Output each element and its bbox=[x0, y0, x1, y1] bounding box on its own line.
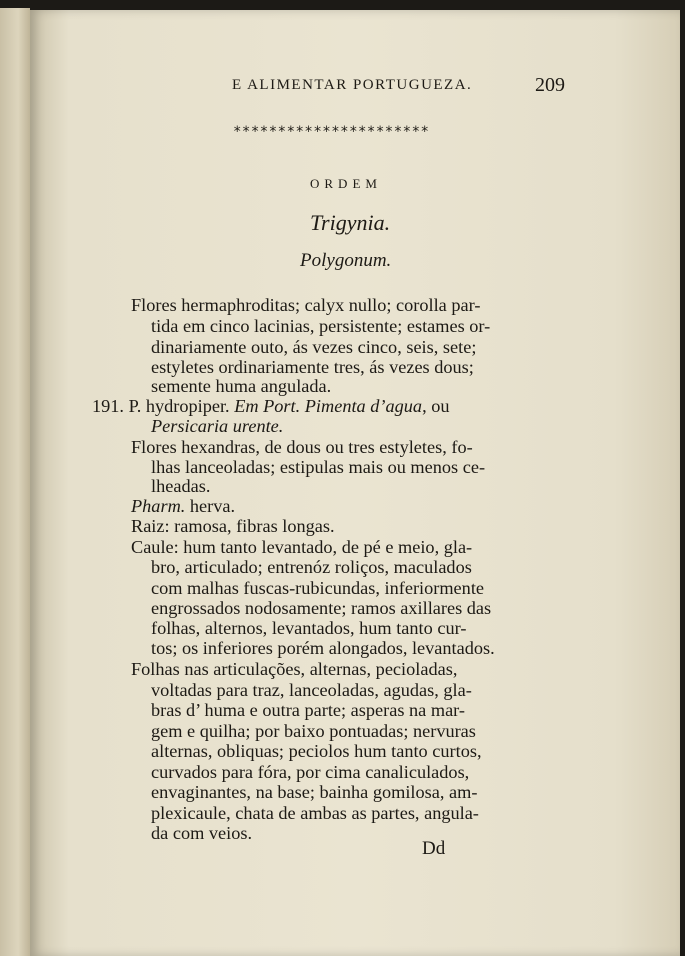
text-line: engrossados nodosamente; ramos axillares das bbox=[151, 598, 492, 618]
facing-page-edge bbox=[0, 8, 30, 956]
book-page bbox=[30, 10, 680, 956]
text-line: estyletes ordinariamente tres, ás vezes dous; bbox=[151, 357, 474, 377]
page-number: 209 bbox=[535, 74, 565, 96]
text-line: envaginantes, na base; bainha gomilosa, am- bbox=[151, 782, 478, 802]
text-line: bro, articulado; entrenóz roliços, maculados bbox=[151, 557, 472, 577]
text-fragment: herva. bbox=[185, 496, 236, 516]
text-line: gem e quilha; por baixo pontuadas; nervuras bbox=[151, 721, 476, 741]
text-fragment: , ou bbox=[422, 396, 450, 416]
genus-name: Polygonum. bbox=[300, 250, 392, 271]
text-line: bras d’ huma e outra parte; asperas na mar- bbox=[151, 700, 465, 720]
text-line: alternas, obliquas; peciolos hum tanto curtos, bbox=[151, 741, 482, 761]
running-title: E ALIMENTAR PORTUGUEZA. bbox=[232, 77, 473, 93]
species-number-name: 191. P. hydropiper. bbox=[92, 396, 235, 416]
text-line: dinariamente outo, ás vezes cinco, seis, sete; bbox=[151, 337, 477, 357]
text-line: Flores hermaphroditas; calyx nullo; corolla par- bbox=[131, 295, 481, 315]
asterisk-ornament: ********************** bbox=[233, 124, 430, 140]
portuguese-name: Em Port. Pimenta d’agua bbox=[234, 396, 423, 416]
text-line: Folhas nas articulações, alternas, pecioladas, bbox=[131, 659, 458, 679]
pharm-label: Pharm. bbox=[131, 496, 186, 516]
text-line: Raiz: ramosa, fibras longas. bbox=[131, 516, 335, 536]
ordem-label: ORDEM bbox=[310, 176, 382, 191]
text-line: Flores hexandras, de dous ou tres estyletes, fo- bbox=[131, 437, 473, 457]
text-line: plexicaule, chata de ambas as partes, angula- bbox=[151, 803, 479, 823]
signature-mark: Dd bbox=[422, 838, 446, 859]
order-name: Trigynia. bbox=[310, 210, 391, 235]
text-line: voltadas para traz, lanceoladas, agudas, gla- bbox=[151, 680, 472, 700]
text-line: lheadas. bbox=[151, 476, 211, 496]
pharm-line bbox=[131, 496, 235, 517]
species-entry-line bbox=[92, 396, 449, 417]
text-line: curvados para fóra, por cima canaliculados, bbox=[151, 762, 470, 782]
text-line: com malhas fuscas-rubicundas, inferiormente bbox=[151, 578, 485, 598]
text-line: Persicaria urente. bbox=[151, 416, 284, 436]
text-line: semente huma angulada. bbox=[151, 376, 332, 396]
text-line: tida em cinco lacinias, persistente; estames or- bbox=[151, 316, 491, 336]
text-line: Caule: hum tanto levantado, de pé e meio, gla- bbox=[131, 537, 473, 557]
text-line: tos; os inferiores porém alongados, levantados. bbox=[151, 638, 495, 658]
text-line: da com veios. bbox=[151, 823, 253, 843]
text-line: lhas lanceoladas; estipulas mais ou menos ce- bbox=[151, 457, 486, 477]
text-line: folhas, alternos, levantados, hum tanto cur- bbox=[151, 618, 467, 638]
